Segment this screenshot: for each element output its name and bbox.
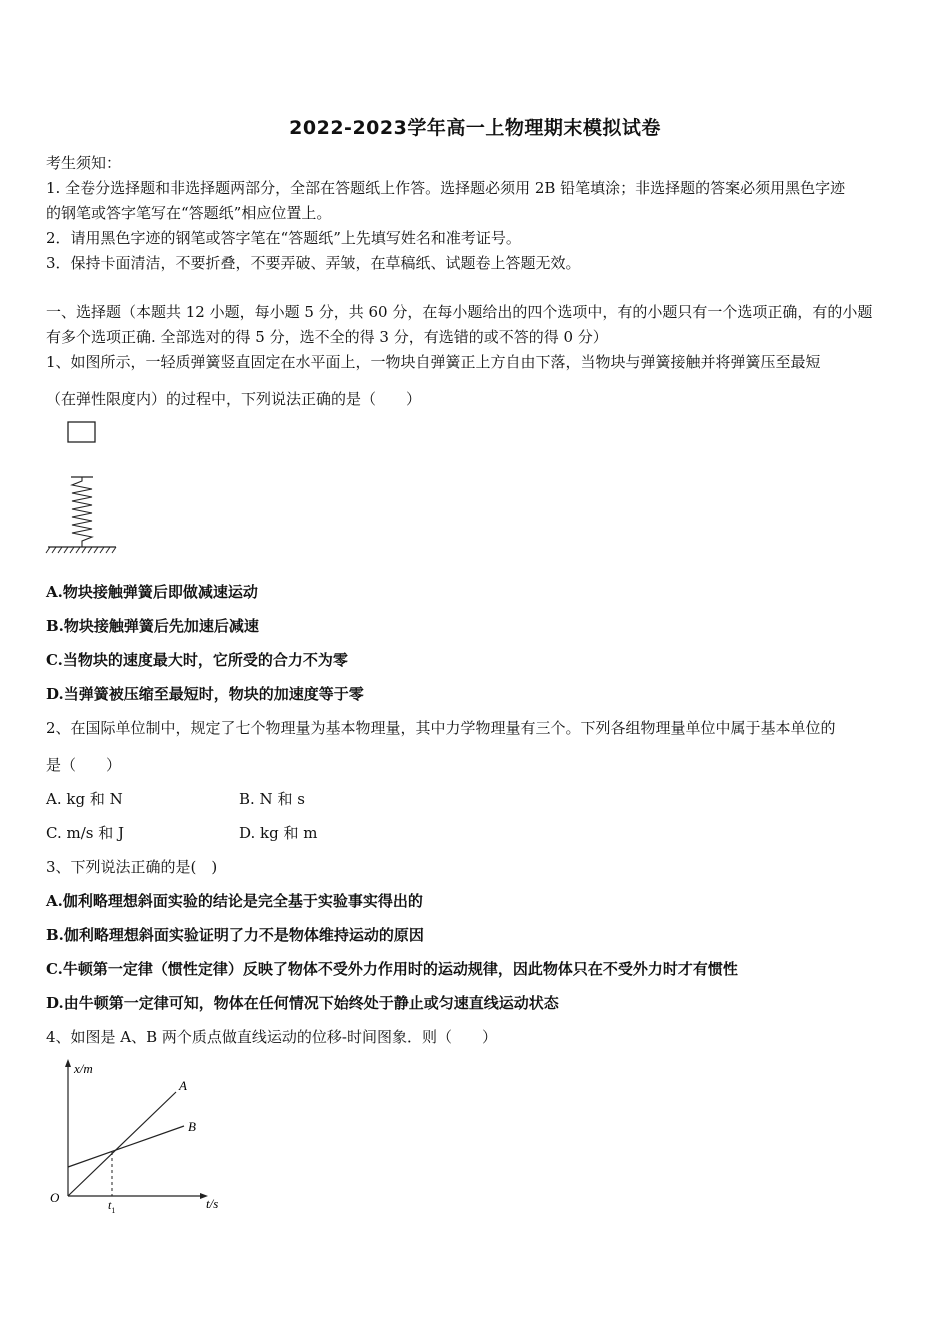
notice-item-1: 1. 全卷分选择题和非选择题两部分，全部在答题纸上作答。选择题必须用 2B 铅笔填涂；非选择题的答案必须用黑色字迹 [46,179,846,197]
q1-option-a: A.物块接触弹簧后即做减速运动 [46,583,258,601]
q1-option-c: C.当物块的速度最大时，它所受的合力不为零 [46,651,348,669]
spring-block-figure [44,418,124,558]
t1-label-sub: 1 [111,1206,116,1215]
t1-label-main: t [108,1198,112,1212]
ground-hatch [46,547,116,553]
xt-graph [44,1056,234,1220]
q4-stem: 4、如图是 A、B 两个质点做直线运动的位移-时间图象．则（ ） [46,1028,498,1046]
q1-option-b: B.物块接触弹簧后先加速后减速 [46,617,259,635]
page-title: 2022-2023学年高一上物理期末模拟试卷 [289,117,661,139]
q2-stem-line2: 是（ ） [46,756,122,774]
q1-option-d: D.当弹簧被压缩至最短时，物块的加速度等于零 [46,685,364,703]
x-axis-label: t/s [206,1196,219,1211]
q2-option-b: B. N 和 s [239,790,305,808]
notice-item-2: 2．请用黑色字迹的钢笔或答字笔在“答题纸”上先填写姓名和准考证号。 [46,229,521,247]
notice-item-1-cont: 的钢笔或答字笔写在“答题纸”相应位置上。 [46,204,332,222]
origin-label: O [50,1190,60,1205]
notice-heading: 考生须知： [46,154,122,172]
section-header-line1: 一、选择题（本题共 12 小题，每小题 5 分，共 60 分，在每小题给出的四个选项中，有的小题只有一个选项正确，有的小题 [46,303,873,321]
q3-option-b: B.伽利略理想斜面实验证明了力不是物体维持运动的原因 [46,926,424,944]
block-shape [68,422,95,442]
q1-stem-line1: 1、如图所示，一轻质弹簧竖直固定在水平面上，一物块自弹簧正上方自由下落，当物块与弹簧接触并将弹簧压至最短 [46,353,821,371]
section-header-line2: 有多个选项正确. 全部选对的得 5 分，选不全的得 3 分，有选错的或不答的得 0 分） [46,328,608,346]
q2-option-d: D. kg 和 m [239,824,318,842]
q3-option-c: C.牛顿第一定律（惯性定律）反映了物体不受外力作用时的运动规律，因此物体只在不受外力时才有惯性 [46,960,738,978]
line-b [68,1126,184,1167]
q2-stem-line1: 2、在国际单位制中，规定了七个物理量为基本物理量，其中力学物理量有三个。下列各组物理量单位中属于基本单位的 [46,719,836,737]
y-axis-label: x/m [74,1061,93,1076]
line-b-label: B [188,1119,196,1134]
q3-option-a: A.伽利略理想斜面实验的结论是完全基于实验事实得出的 [46,892,423,910]
q1-stem-line2: （在弹性限度内）的过程中，下列说法正确的是（ ） [46,390,422,408]
q3-stem: 3、下列说法正确的是( ) [46,858,218,876]
notice-item-3: 3．保持卡面清洁，不要折叠，不要弄破、弄皱，在草稿纸、试题卷上答题无效。 [46,254,581,272]
line-a [68,1092,176,1196]
line-a-label: A [179,1078,187,1093]
y-axis-arrow [65,1059,71,1067]
q3-option-d: D.由牛顿第一定律可知，物体在任何情况下始终处于静止或匀速直线运动状态 [46,994,559,1012]
spring-coil [72,477,92,547]
q2-option-c: C. m/s 和 J [46,824,125,842]
t1-label [108,1198,115,1215]
q2-option-a: A. kg 和 N [46,790,123,808]
